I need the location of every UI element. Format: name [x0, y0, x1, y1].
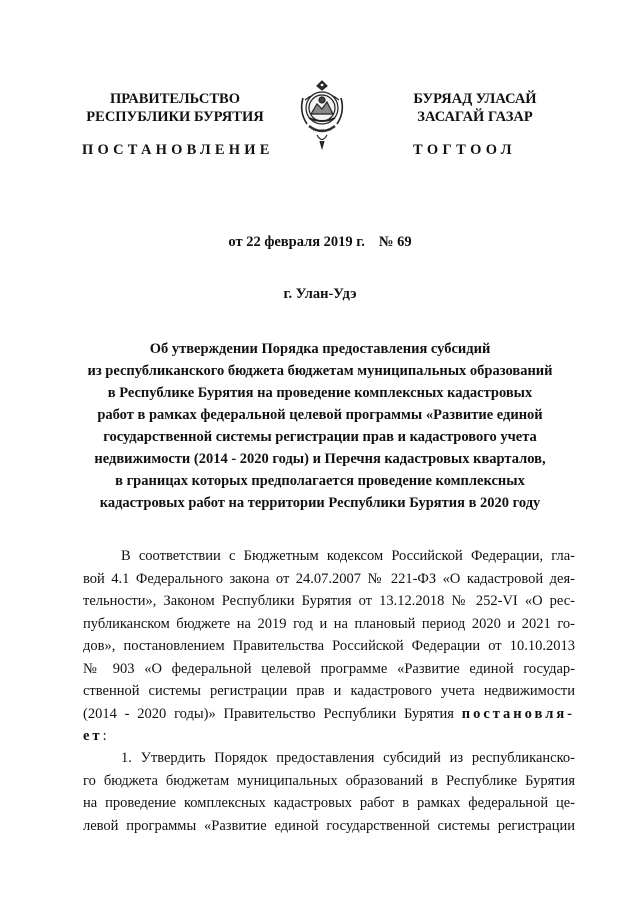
- title-line: в границах которых предполагается проведение комплексных: [115, 473, 525, 489]
- title-line: работ в рамках федеральной целевой программы «Развитие единой: [97, 407, 543, 423]
- preamble-line: дов», постановлением Правительства Российской Федерации от 10.10.2013: [83, 638, 575, 654]
- header-left-line-1: ПРАВИТЕЛЬСТВО: [110, 91, 240, 107]
- decree-number: № 69: [378, 234, 412, 250]
- decree-title: [60, 338, 580, 514]
- preamble-line-text: (2014 - 2020 годы)» Правительство Республики Бурятия: [83, 705, 462, 722]
- decree-city: г. Улан-Удэ: [283, 286, 357, 302]
- item-1-paragraph: [83, 747, 575, 837]
- title-line: государственной системы регистрации прав и кадастрового учета: [103, 429, 537, 445]
- government-name-russian: [80, 90, 270, 126]
- decree-date: от 22 февраля 2019 г.: [228, 234, 365, 250]
- preamble-line: № 903 «О федеральной целевой программе «Развитие единой государ-: [83, 660, 575, 677]
- preamble-line: вой 4.1 Федерального закона от 24.07.2007 № 221-ФЗ «О кадастровой дея-: [83, 570, 575, 587]
- preamble-line: В соответствии с Бюджетным кодексом Российской Федерации, гла-: [121, 548, 575, 564]
- preamble-line: публиканском бюджете на 2019 год и на плановый период 2020 и 2021 го-: [83, 615, 575, 632]
- resolves-word-part-2: ет: [83, 728, 103, 744]
- title-line: Об утверждении Порядка предоставления субсидий: [149, 341, 491, 357]
- item-1-line: го бюджета бюджетам муниципальных образований в Республике Бурятия: [83, 772, 575, 789]
- decree-label-buryat: ТОГТООЛ: [413, 142, 516, 158]
- decree-label-russian: ПОСТАНОВЛЕНИЕ: [82, 142, 274, 158]
- header-left-line-2: РЕСПУБЛИКИ БУРЯТИЯ: [86, 109, 264, 125]
- header-right-line-2: ЗАСАГАЙ ГАЗАР: [417, 109, 533, 125]
- title-line: недвижимости (2014 - 2020 годы) и Перечня кадастровых кварталов,: [94, 451, 546, 467]
- coat-of-arms-emblem: [297, 78, 347, 150]
- government-name-buryat: [385, 90, 565, 126]
- title-line: из республиканского бюджета бюджетам муниципальных образований: [87, 363, 553, 379]
- resolves-word-part-1: постановля-: [461, 705, 575, 722]
- preamble-colon: :: [102, 728, 107, 744]
- preamble-line: ственной системы регистрации прав и кадастрового учета недвижимости: [83, 683, 575, 699]
- title-line: кадастровых работ на территории Республики Бурятия в 2020 году: [99, 495, 541, 511]
- item-1-line: 1. Утвердить Порядок предоставления субсидий из республиканско-: [121, 750, 575, 766]
- header-right-line-1: БУРЯАД УЛАСАЙ: [413, 91, 537, 107]
- item-1-line: левой программы «Развитие единой государственной системы регистрации: [83, 817, 575, 834]
- preamble-paragraph: [83, 545, 575, 748]
- preamble-line-resolve: [83, 703, 575, 726]
- preamble-line-end: [83, 725, 575, 748]
- item-1-line: на проведение комплексных кадастровых работ в рамках федеральной це-: [83, 795, 575, 811]
- preamble-line: тельности», Законом Республики Бурятия от 13.12.2018 № 252-VI «О рес-: [83, 593, 575, 609]
- decree-date-line: [0, 234, 640, 251]
- title-line: в Республике Бурятия на проведение комплексных кадастровых: [107, 385, 533, 401]
